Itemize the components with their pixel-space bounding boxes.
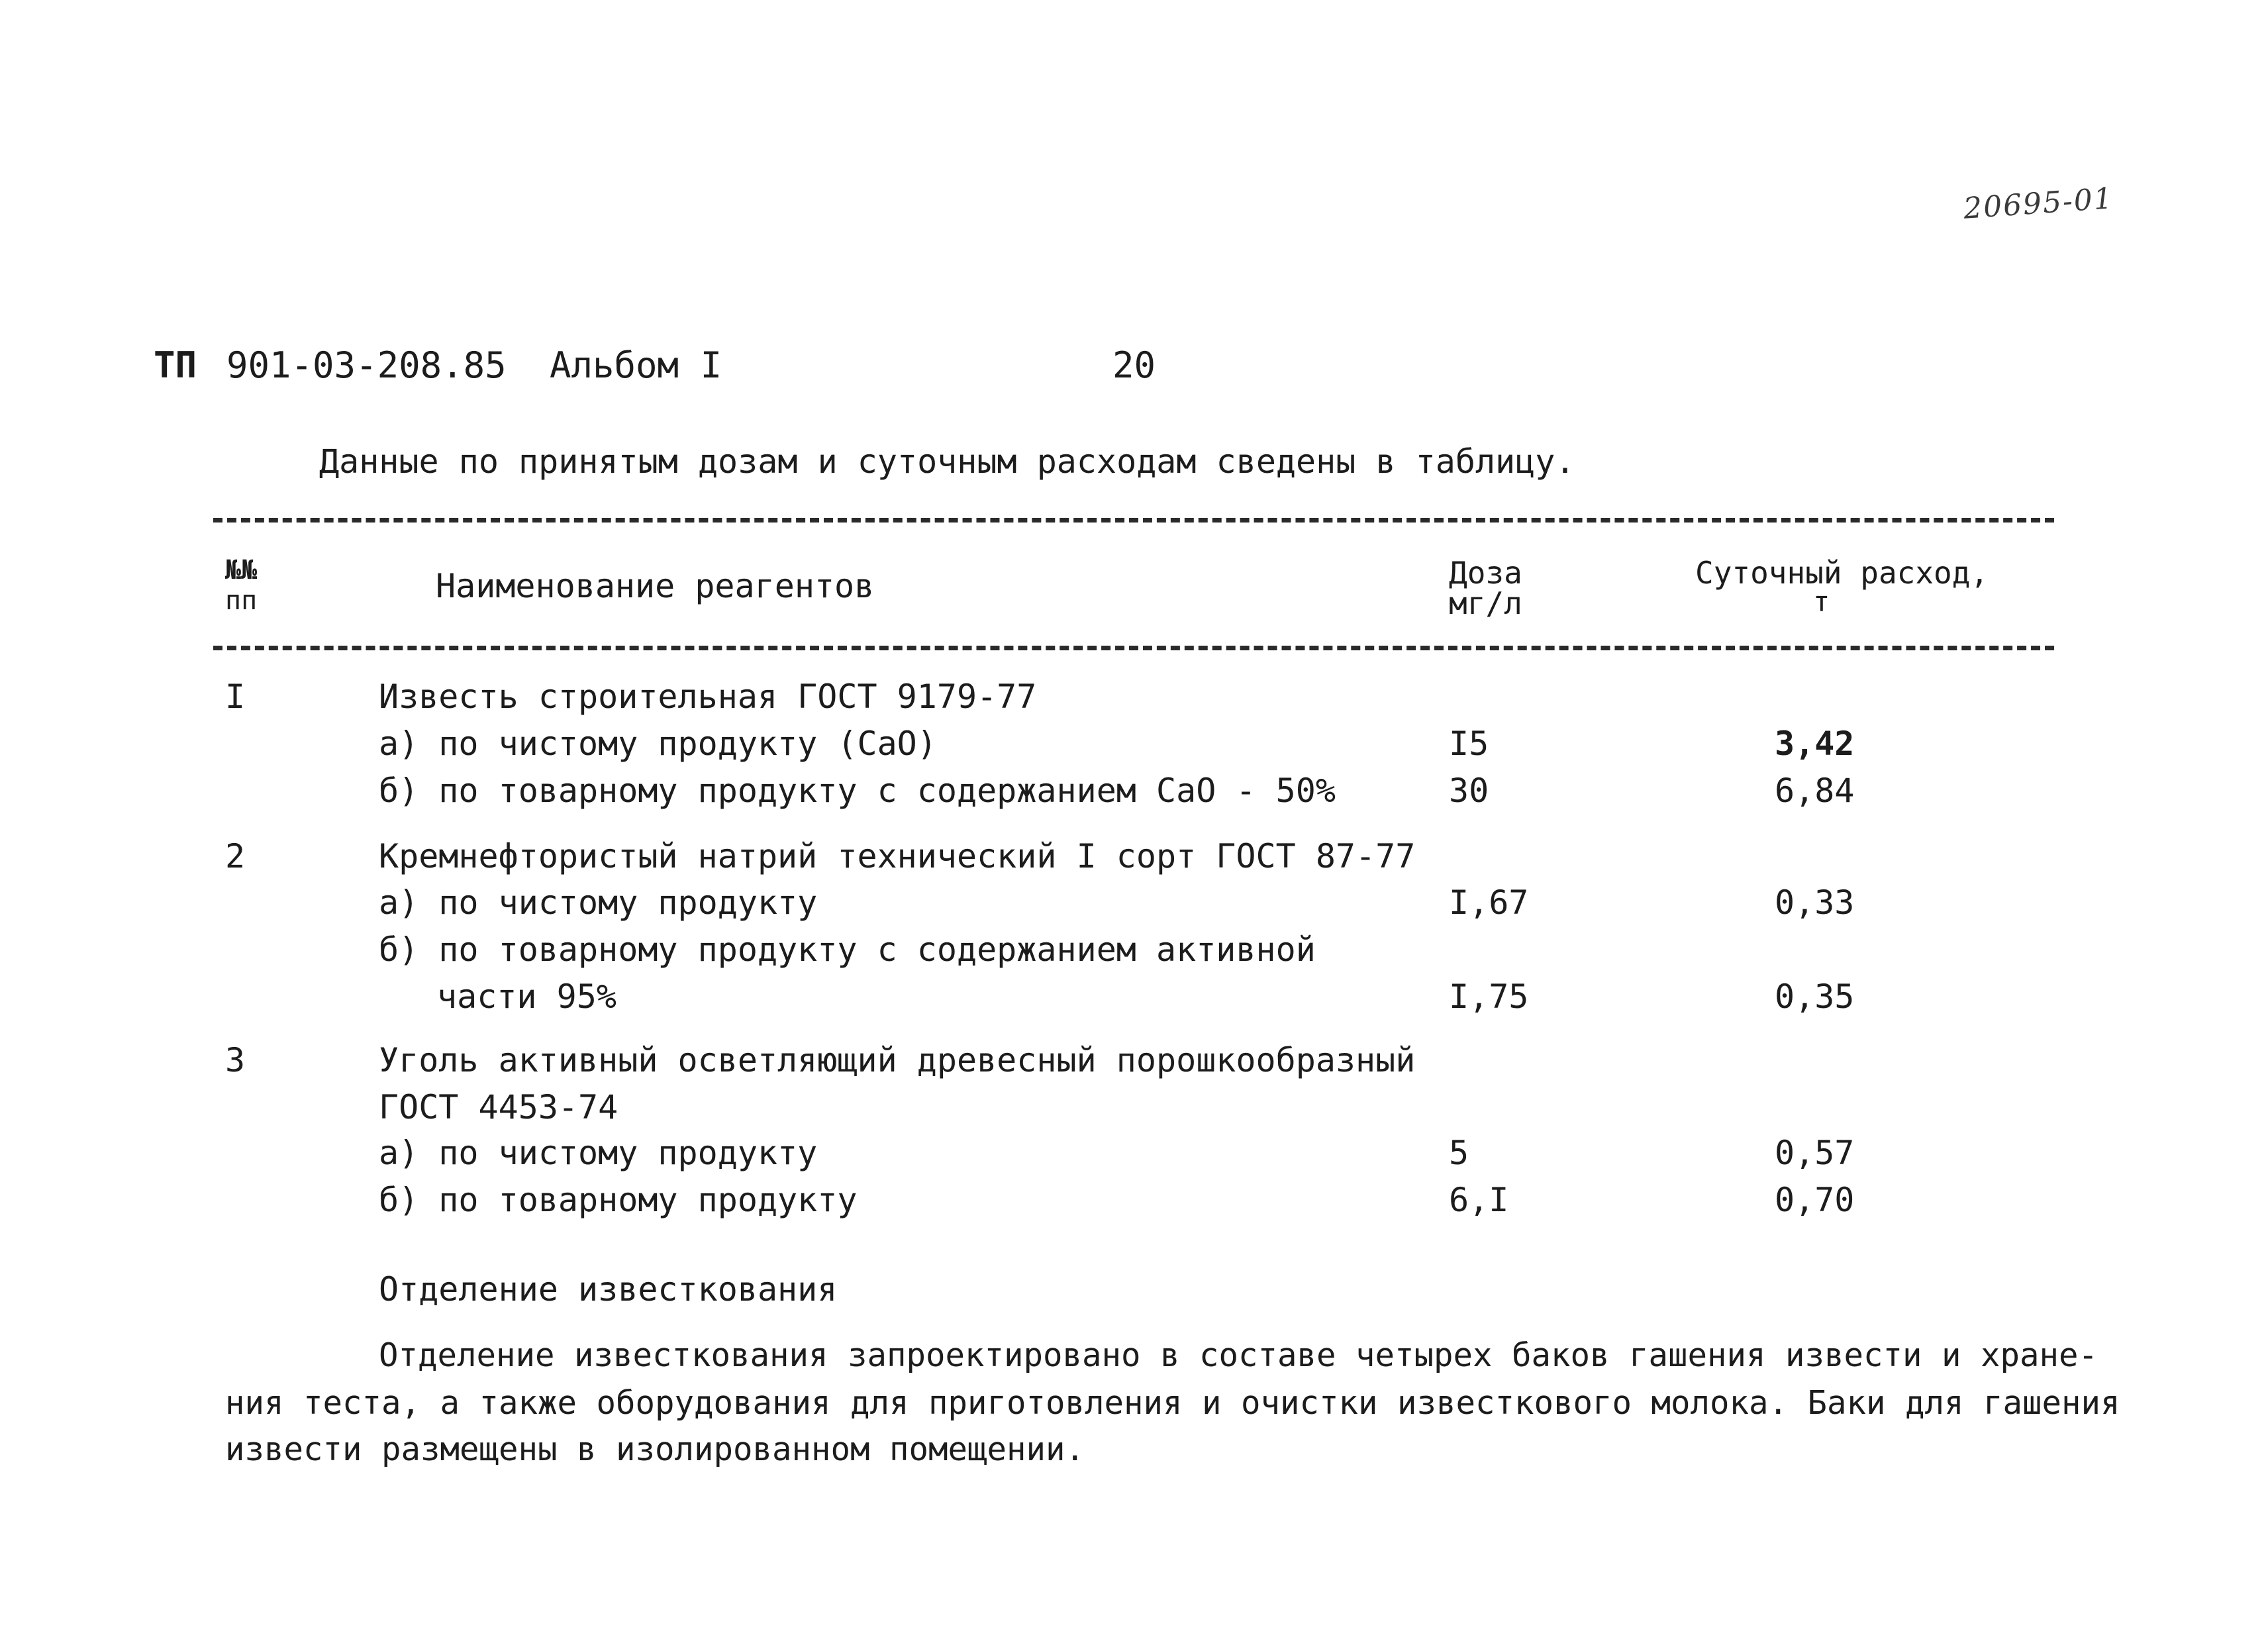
section-paragraph-line1: Отделение известкования запроектировано в составе четырех баков гашения извести и хране- [379, 1336, 2098, 1374]
document-code-prefix: ТП [154, 344, 197, 386]
reagent-subitem: б) по товарному продукту [379, 1181, 858, 1219]
header-number-line1: №№ [225, 555, 258, 585]
dose-value: I,67 [1449, 883, 1529, 922]
reagent-name: Кремнефтористый натрий технический I сорт ГОСТ 87-77 [379, 837, 1416, 875]
dose-value: 6,I [1449, 1181, 1509, 1219]
dose-value: 5 [1449, 1134, 1469, 1172]
reagent-subitem-continued: части 95% [437, 977, 616, 1016]
reagent-name: Известь строительная ГОСТ 9179-77 [379, 677, 1037, 716]
intro-text: Данные по принятым дозам и суточным расходам сведены в таблицу. [319, 442, 1575, 481]
handwritten-archive-number: 20695-01 [1962, 181, 2115, 226]
header-consumption-line2: т [1813, 585, 1830, 618]
consumption-value: 0,35 [1775, 977, 1855, 1016]
row-number: 3 [225, 1041, 246, 1079]
consumption-value: 6,84 [1775, 772, 1855, 810]
album-label: Альбом I [550, 344, 722, 386]
dose-value: I5 [1449, 724, 1489, 763]
header-dose-line1: Доза [1449, 555, 1522, 591]
header-name: Наименование реагентов [436, 567, 875, 605]
section-title: Отделение известкования [379, 1270, 838, 1309]
consumption-value: 3,42 [1775, 724, 1855, 763]
reagent-subitem: б) по товарному продукту с содержанием CaO - 50% [379, 772, 1336, 810]
reagent-subitem: а) по чистому продукту [379, 883, 818, 922]
consumption-value: 0,70 [1775, 1181, 1855, 1219]
section-paragraph-line2: ния теста, а также оборудования для приготовления и очистки известкового молока. Баки для гашения [225, 1384, 2120, 1422]
table-top-rule [213, 518, 2054, 523]
table-header-rule [213, 646, 2054, 650]
reagent-name: Уголь активный осветляющий древесный порошкообразный [379, 1041, 1416, 1079]
page-number: 20 [1112, 344, 1156, 386]
consumption-value: 0,33 [1775, 883, 1855, 922]
reagent-subitem: а) по чистому продукту (CaO) [379, 724, 937, 763]
header-dose-line2: мг/л [1449, 585, 1522, 621]
dose-value: I,75 [1449, 977, 1529, 1016]
document-code: 901-03-208.85 [226, 344, 507, 386]
section-paragraph-line3: извести размещены в изолированном помещении. [225, 1430, 1085, 1468]
dose-value: 30 [1449, 772, 1489, 810]
reagent-subitem: б) по товарному продукту с содержанием активной [379, 930, 1316, 969]
reagent-subitem: а) по чистому продукту [379, 1134, 818, 1172]
reagent-name-continued: ГОСТ 4453-74 [379, 1088, 618, 1126]
consumption-value: 0,57 [1775, 1134, 1855, 1172]
row-number: I [225, 677, 246, 716]
row-number: 2 [225, 837, 246, 875]
header-consumption-line1: Суточный расход, [1695, 555, 1989, 591]
header-number-line2: пп [225, 585, 258, 616]
